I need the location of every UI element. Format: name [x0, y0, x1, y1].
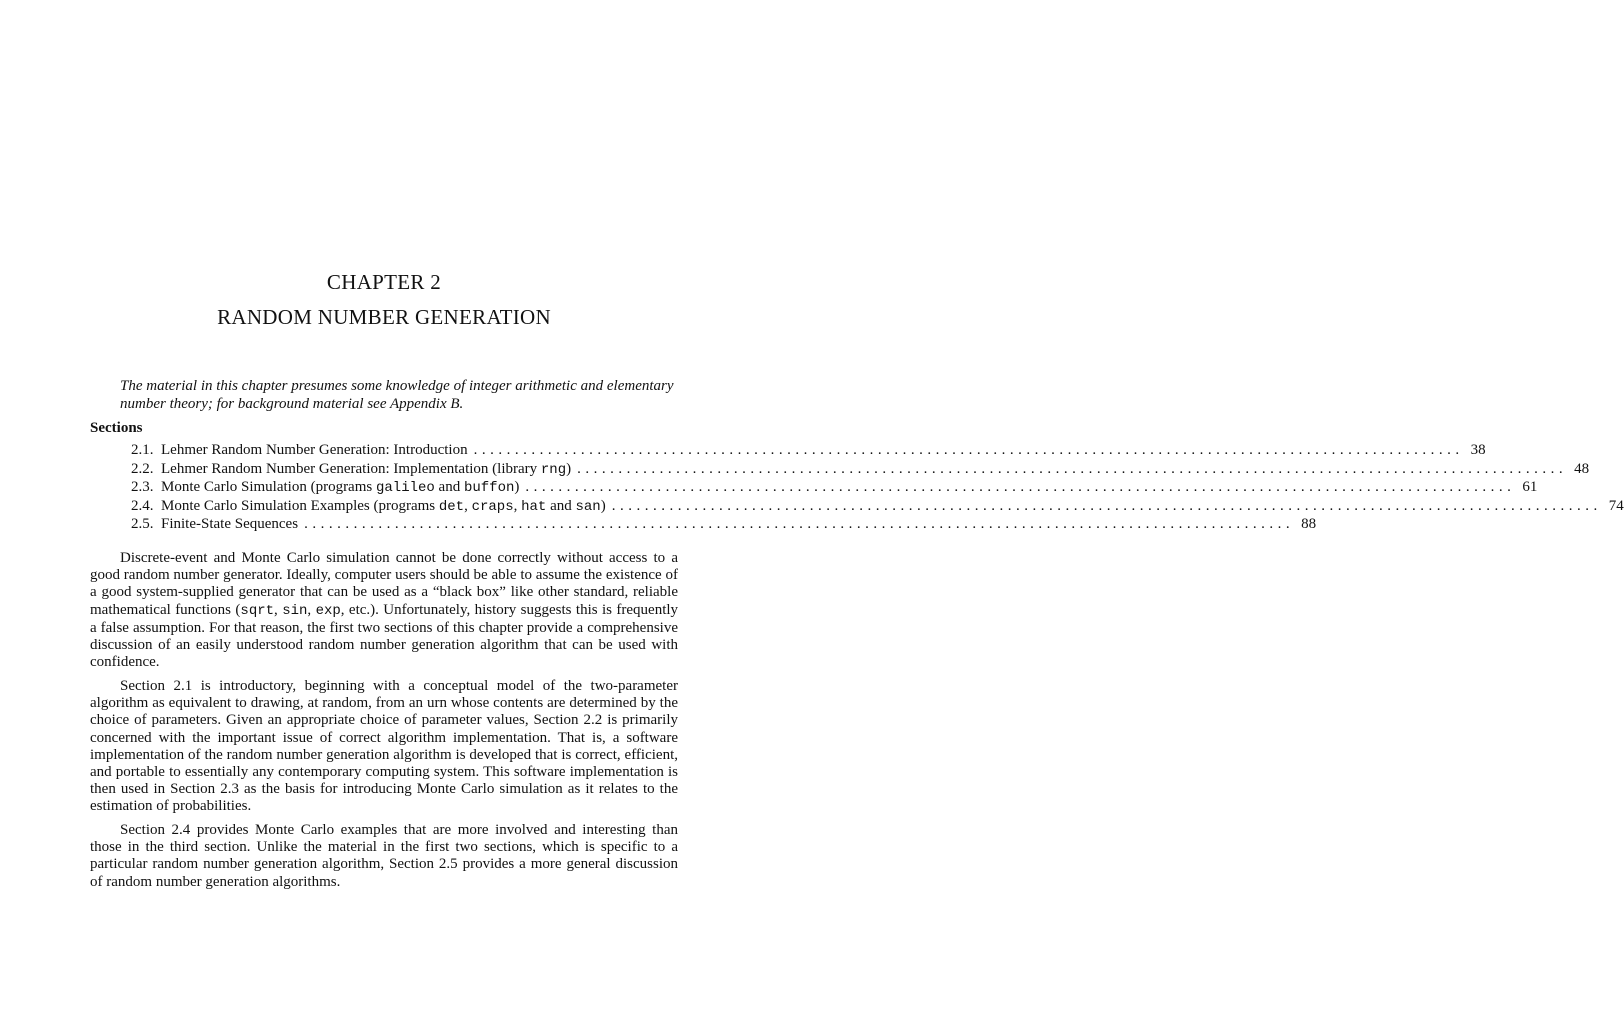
toc-entry: [131, 460, 1590, 480]
code-term: san: [575, 498, 601, 515]
code-term: rng: [540, 461, 567, 478]
toc-entry: [131, 479, 1538, 498]
toc-entry: [131, 442, 1486, 461]
code-term: exp: [315, 602, 341, 619]
table-of-contents: [131, 442, 1624, 535]
toc-section-number: 2.1.: [131, 442, 154, 458]
toc-entry: [131, 516, 1317, 535]
code-term: craps: [471, 498, 514, 515]
code-term: hat: [521, 498, 547, 515]
toc-page-number: 88: [1301, 516, 1317, 532]
chapter-title: RANDOM NUMBER GENERATION: [217, 305, 551, 329]
body-paragraph-2: [90, 678, 678, 816]
toc-leader-dots: ........................................................................................................................: [577, 460, 1568, 477]
toc-section-number: 2.5.: [131, 516, 154, 532]
chapter-abstract: The material in this chapter presumes some knowledge of integer arithmetic and elementary number theory; for background material see Appendix B.: [120, 378, 674, 412]
toc-section-title: [161, 442, 468, 459]
toc-section-number: 2.3.: [131, 479, 154, 495]
toc-section-number: 2.2.: [131, 460, 154, 477]
toc-leader-dots: ........................................................................................................................: [525, 479, 1516, 495]
code-term: sin: [282, 602, 308, 619]
text-run: and: [434, 479, 464, 495]
text-run: ): [514, 479, 520, 495]
text-run: Monte Carlo Simulation Examples (programs: [161, 497, 439, 514]
text-run: Discrete-event and Monte Carlo simulation cannot be done correctly without access to a good random number generator. Ideally, computer users should be able to assume the existence of a good system-supplied generator that can be used as a “black box” like other standard, reliable mathematical functions (: [90, 550, 678, 618]
toc-page-number: 48: [1574, 460, 1590, 477]
toc-entry: [131, 497, 1624, 517]
toc-leader-dots: ........................................................................................................................: [611, 497, 1602, 514]
text-run: Lehmer Random Number Generation: Implementation (library: [161, 460, 541, 477]
text-run: ): [600, 497, 606, 514]
code-term: sqrt: [240, 602, 275, 619]
toc-page-number: 74: [1608, 497, 1624, 514]
toc-section-title: [161, 479, 519, 496]
text-run: ,: [274, 601, 283, 618]
sections-heading: Sections: [90, 420, 143, 436]
toc-page-number: 38: [1470, 442, 1486, 458]
toc-section-number: 2.4.: [131, 497, 154, 514]
text-run: Section 2.1 is introductory, beginning with a conceptual model of the two-parameter algorithm as equivalent to drawing, at random, from an urn whose contents are determined by the choice of parameters. Given an appropriate choice of parameter values, Section 2.2 is primarily concerned with the important issue of correct algorithm implementation. That is, a software implementation of the random number generation algorithm is developed that is correct, efficient, and portable to essentially any contemporary computing system. This software implementation is then used in Section 2.3 as the basis for introducing Monte Carlo simulation as it relates to the estimation of probabilities.: [90, 678, 678, 815]
text-run: and: [546, 497, 576, 514]
toc-section-title: [161, 498, 606, 515]
text-run: Lehmer Random Number Generation: Introduction: [161, 442, 468, 458]
text-run: ,: [464, 497, 472, 514]
text-run: , etc.). Unfortunately, history suggests this is frequently a false assumption. For that reason, the first two sections of this chapter provide a comprehensive discussion of an easily understood random number generation algorithm that can be used with confidence.: [90, 601, 679, 671]
toc-leader-dots: ........................................................................................................................: [473, 442, 1464, 458]
code-term: det: [438, 498, 465, 515]
text-run: ,: [513, 497, 522, 514]
body-paragraph-1: [90, 550, 678, 671]
code-term: buffon: [463, 480, 515, 496]
code-term: galileo: [375, 480, 435, 496]
toc-leader-dots: ........................................................................................................................: [304, 516, 1295, 532]
text-run: Finite-State Sequences: [161, 516, 299, 532]
body-paragraph-3: [90, 822, 678, 891]
text-run: ,: [307, 601, 316, 618]
toc-page-number: 61: [1522, 479, 1538, 495]
text-run: Section 2.4 provides Monte Carlo examples that are more involved and interesting than those in the third section. Unlike the material in the first two sections, which is specific to a particular random number generation algorithm, Section 2.5 provides a more general discussion of random number generation algorithms.: [90, 822, 678, 890]
toc-section-title: [161, 461, 571, 478]
text-run: ): [566, 460, 572, 477]
text-run: Monte Carlo Simulation (programs: [161, 479, 376, 495]
toc-section-title: [161, 516, 298, 533]
chapter-number: CHAPTER 2: [326, 270, 442, 294]
